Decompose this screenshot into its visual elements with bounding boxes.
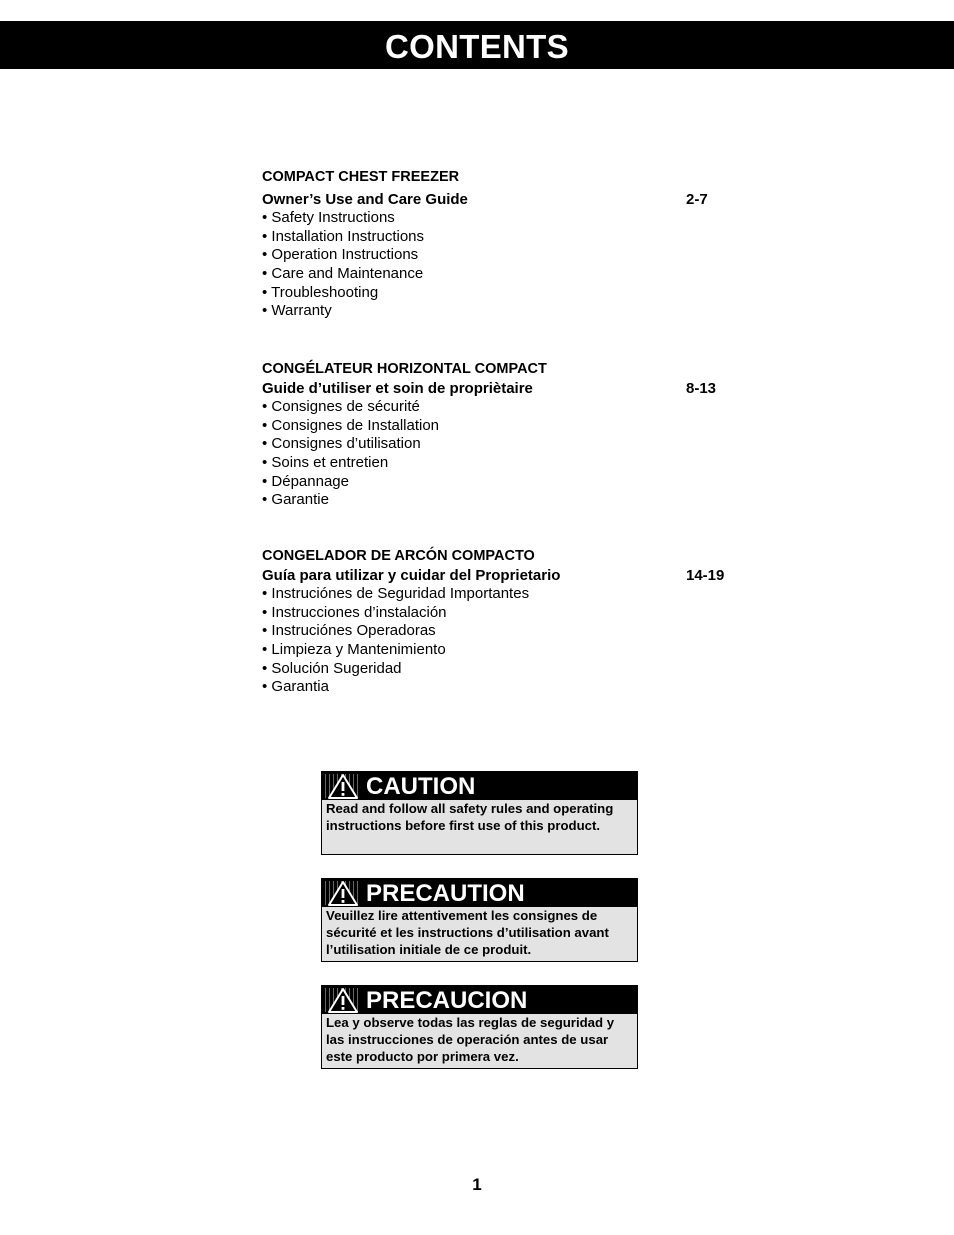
notice-header [322, 986, 637, 1014]
toc-item: • Warranty [262, 302, 332, 320]
guide-pages: 2-7 [686, 191, 708, 208]
guide-title: Guía para utilizar y cuidar del Proprietario [262, 567, 561, 584]
page-number: 1 [472, 1175, 482, 1194]
toc-item: • Limpieza y Mantenimiento [262, 641, 446, 659]
section-title: CONGÉLATEUR HORIZONTAL COMPACT [262, 361, 547, 377]
guide-title: Owner’s Use and Care Guide [262, 191, 468, 208]
toc-item: • Operation Instructions [262, 246, 419, 264]
toc-list [262, 209, 762, 321]
notice-title: PRECAUCION [366, 987, 528, 1014]
contents-header-bar [0, 21, 954, 69]
warning-triangle-icon [327, 880, 359, 907]
notice-text: Read and follow all safety rules and operating instructions before first use of this product. [326, 801, 614, 833]
section-title: CONGELADOR DE ARCÓN COMPACTO [262, 548, 535, 564]
toc-list [262, 585, 762, 697]
toc-item: • Troubleshooting [262, 283, 379, 301]
notice-header [322, 879, 637, 907]
caution-notice [321, 771, 638, 855]
warning-triangle-icon [327, 773, 359, 800]
precaution-notice [321, 878, 638, 962]
notice-text: Lea y observe todas las reglas de seguridad y las instrucciones de operación antes de usar este producto por primera vez. [326, 1015, 615, 1064]
toc-item: • Dépannage [262, 472, 349, 490]
toc-item: • Safety Instructions [262, 209, 395, 226]
notice-text: Veuillez lire attentivement les consignes de sécurité et les instructions d’utilisation avant l’utilisation initiale de ce produit. [326, 908, 609, 957]
notice-title: PRECAUTION [366, 880, 525, 907]
toc-item: • Consignes de sécurité [262, 398, 420, 415]
guide-row [262, 566, 762, 585]
toc-item: • Installation Instructions [262, 227, 424, 245]
toc-item: • Solución Sugeridad [262, 659, 402, 677]
toc-item: • Soins et entretien [262, 454, 389, 472]
guide-pages: 8-13 [686, 380, 717, 397]
toc-item: • Care and Maintenance [262, 265, 424, 283]
toc-item: • Garantie [262, 491, 329, 509]
toc-item: • Instruciónes Operadoras [262, 622, 436, 640]
toc-item: • Consignes de Installation [262, 416, 440, 434]
guide-row [262, 190, 762, 209]
toc-item: • Consignes d’utilisation [262, 435, 421, 453]
toc-section-french [262, 360, 762, 510]
page-title: CONTENTS [385, 28, 569, 65]
notice-title: CAUTION [366, 773, 476, 800]
warning-triangle-icon [327, 987, 359, 1014]
toc-item: • Instruciónes de Seguridad Importantes [262, 585, 530, 602]
toc-section-spanish [262, 547, 762, 697]
toc-section-english [262, 168, 762, 321]
notice-header [322, 772, 637, 800]
toc-item: • Garantia [262, 678, 329, 696]
section-title: COMPACT CHEST FREEZER [262, 169, 460, 185]
guide-title: Guide d’utiliser et soin de propriètaire [262, 380, 533, 397]
precaucion-notice [321, 985, 638, 1069]
toc-list [262, 398, 762, 510]
toc-item: • Instrucciones d’instalación [262, 603, 447, 621]
guide-row [262, 379, 762, 398]
guide-pages: 14-19 [686, 567, 725, 584]
